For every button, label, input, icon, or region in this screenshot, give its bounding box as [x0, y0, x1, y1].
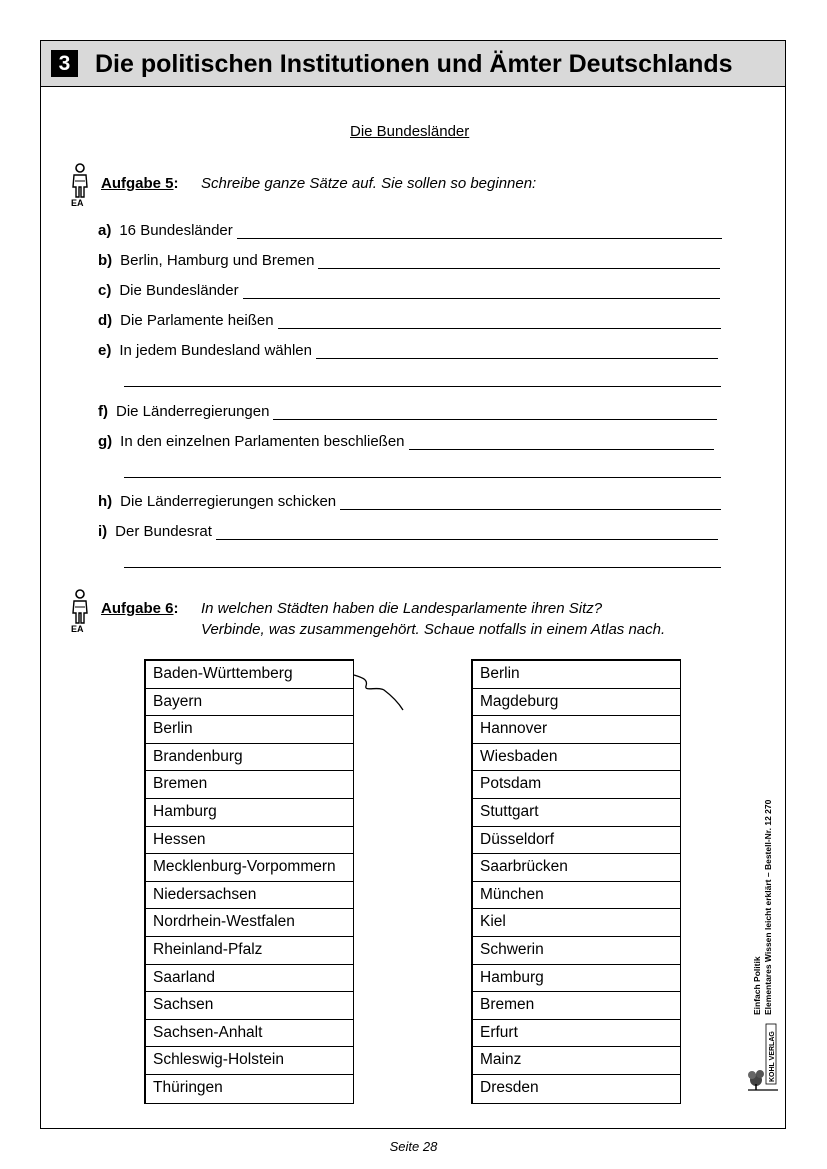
task6-colon: :: [173, 600, 179, 617]
side-imprint: [752, 800, 774, 1015]
task6-instruction-1: In welchen Städten haben die Landesparlamente ihren Sitz?: [201, 600, 603, 617]
side-line-2: Elementares Wissen leicht erklärt – Bestell-Nr. 12 270: [763, 799, 773, 1015]
task6-instruction-2: Verbinde, was zusammengehört. Schaue notfalls in einem Atlas nach.: [201, 621, 666, 638]
item-letter: i): [98, 523, 108, 540]
item-text: Berlin, Hamburg und Bremen: [120, 252, 315, 269]
item-letter: g): [98, 433, 113, 450]
ea-badge: EA: [71, 624, 84, 634]
answer-line[interactable]: [243, 282, 720, 299]
item-text: Der Bundesrat: [115, 523, 212, 540]
item-text: Die Parlamente heißen: [120, 312, 274, 329]
city-cell[interactable]: Bremen: [473, 992, 680, 1020]
city-cell[interactable]: Hannover: [473, 716, 680, 744]
answer-row-f: [98, 400, 717, 420]
answer-row-a: [98, 219, 722, 239]
city-cell[interactable]: Saarbrücken: [473, 854, 680, 882]
page-footer: Seite 28: [389, 1139, 438, 1154]
task6-label: Aufgabe 6: [101, 600, 174, 617]
answer-line[interactable]: [273, 403, 717, 420]
city-cell[interactable]: Potsdam: [473, 771, 680, 799]
answer-line-continuation[interactable]: [124, 386, 721, 387]
city-cell[interactable]: Stuttgart: [473, 799, 680, 827]
task5-heading: [101, 175, 179, 193]
state-cell[interactable]: Thüringen: [153, 1078, 223, 1096]
city-cell[interactable]: Hamburg: [473, 965, 680, 993]
city-cell[interactable]: Magdeburg: [473, 689, 680, 717]
city-cell[interactable]: München: [473, 882, 680, 910]
connector-line: [354, 672, 406, 714]
answer-line[interactable]: [316, 342, 718, 359]
state-cell[interactable]: Berlin: [146, 716, 353, 744]
city-cell[interactable]: Kiel: [473, 909, 680, 937]
answer-line[interactable]: [237, 222, 722, 239]
person-icon: [70, 585, 90, 629]
city-cell[interactable]: Düsseldorf: [473, 827, 680, 855]
publisher-logo-icon: [746, 1022, 780, 1092]
task5-label: Aufgabe 5: [101, 175, 174, 192]
city-cell[interactable]: Berlin: [473, 661, 680, 689]
task5-colon: :: [173, 175, 179, 192]
task5-instruction: Schreibe ganze Sätze auf. Sie sollen so beginnen:: [201, 175, 537, 192]
item-letter: h): [98, 493, 113, 510]
state-cell[interactable]: Sachsen-Anhalt: [146, 1020, 353, 1048]
ea-badge: EA: [71, 198, 84, 208]
answer-line[interactable]: [340, 493, 721, 510]
answer-row-e: [98, 339, 718, 359]
state-cell[interactable]: Nordrhein-Westfalen: [146, 909, 353, 937]
city-cell[interactable]: Wiesbaden: [473, 744, 680, 772]
state-cell[interactable]: Sachsen: [146, 992, 353, 1020]
item-letter: c): [98, 282, 112, 299]
answer-line[interactable]: [318, 252, 720, 269]
answer-row-b: [98, 249, 720, 269]
item-text: 16 Bundesländer: [119, 222, 233, 239]
state-cell[interactable]: Baden-Württemberg: [146, 661, 353, 689]
answer-row-h: [98, 490, 721, 510]
side-line-1: Einfach Politik: [752, 956, 762, 1015]
item-letter: a): [98, 222, 112, 239]
page-title: Die politischen Institutionen und Ämter Deutschlands: [95, 50, 733, 78]
state-cell[interactable]: Hessen: [146, 827, 353, 855]
state-cell[interactable]: Niedersachsen: [146, 882, 353, 910]
item-text: In jedem Bundesland wählen: [119, 342, 312, 359]
answer-line[interactable]: [216, 523, 718, 540]
state-cell[interactable]: Brandenburg: [146, 744, 353, 772]
answer-line[interactable]: [278, 312, 721, 329]
item-text: Die Länderregierungen: [116, 403, 270, 420]
answer-line-continuation[interactable]: [124, 477, 721, 478]
city-cell[interactable]: Dresden: [480, 1078, 539, 1096]
answer-line-continuation[interactable]: [124, 567, 721, 568]
item-text: Die Länderregierungen schicken: [120, 493, 337, 510]
answer-line[interactable]: [409, 433, 714, 450]
state-cell[interactable]: Schleswig-Holstein: [146, 1047, 353, 1075]
state-cell[interactable]: Rheinland-Pfalz: [146, 937, 353, 965]
section-subtitle: Die Bundesländer: [350, 123, 470, 140]
state-cell[interactable]: Hamburg: [146, 799, 353, 827]
city-cell[interactable]: Erfurt: [473, 1020, 680, 1048]
answer-row-g: [98, 430, 714, 450]
state-cell[interactable]: Saarland: [146, 965, 353, 993]
answer-row-c: [98, 279, 720, 299]
state-cell[interactable]: Bremen: [146, 771, 353, 799]
state-cell[interactable]: Bayern: [146, 689, 353, 717]
cities-table: [471, 659, 681, 1104]
state-cell[interactable]: Mecklenburg-Vorpommern: [146, 854, 353, 882]
states-table: [144, 659, 354, 1104]
answer-row-i: [98, 520, 718, 540]
item-letter: f): [98, 403, 108, 420]
publisher-name: KOHL VERLAG: [769, 1031, 776, 1082]
item-text: Die Bundesländer: [119, 282, 239, 299]
item-letter: d): [98, 312, 113, 329]
item-letter: e): [98, 342, 112, 359]
header-bar: [41, 41, 785, 87]
item-letter: b): [98, 252, 113, 269]
city-cell[interactable]: Mainz: [473, 1047, 680, 1075]
person-icon: [70, 159, 90, 203]
item-text: In den einzelnen Parlamenten beschließen: [120, 433, 405, 450]
answer-row-d: [98, 309, 721, 329]
city-cell[interactable]: Schwerin: [473, 937, 680, 965]
chapter-number: 3: [51, 50, 78, 77]
task6-heading: [101, 600, 179, 618]
